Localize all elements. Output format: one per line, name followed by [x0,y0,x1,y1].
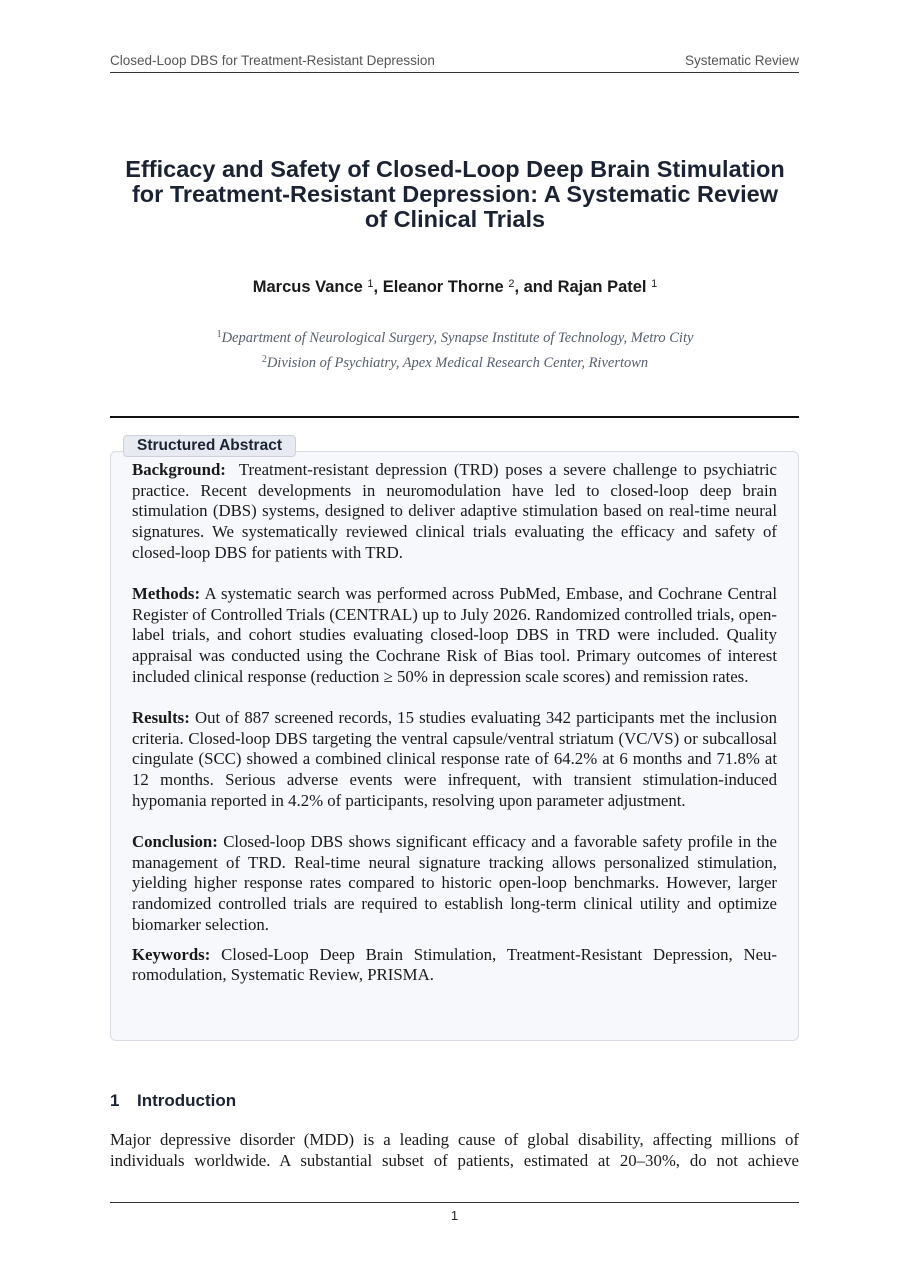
paper-title-line-2: for Treatment-Resistant Depression: A Systematic Review [131,181,779,207]
abstract-conclusion [132,832,777,936]
abstract-methods-label: Methods: [132,584,201,604]
affiliation-mark: 1 [216,329,222,340]
paper-title-line-3: of Clinical Trials [364,206,546,232]
running-header-title: Closed-Loop DBS for Treatment-Resistant Depression [110,53,435,68]
abstract-background-text: Treatment-resistant depression (TRD) poses a severe challenge to psychiatric practice. Recent developments in neuromodulation have led to closed-loop deep brain stimulation (DBS) systems, designed to deliver adaptive stimulation based on real-time neural signatures. We systematically reviewed clinical trials evaluating the efficacy and safety of closed-loop DBS for patients with TRD. [132,460,777,562]
abstract-results [132,708,777,812]
abstract-methods-text: A systematic search was performed across PubMed, Embase, and Cochrane Central Register of Controlled Trials (CENTRAL) up to July 2026. Randomized controlled trials, open-label trials, and cohort studies evaluating closed-loop DBS in TRD were included. Quality appraisal was conducted using the Cochrane Risk of Bias tool. Primary outcomes of interest included clinical response (reduction ≥ 50% in depression scale scores) and remission rates. [132,584,777,686]
paper-title [95,157,815,232]
affiliation-list [110,324,800,374]
page-number: 1 [450,1208,459,1223]
author-name: Rajan Patel [557,278,647,296]
affiliation-mark: 2 [261,354,267,365]
running-header-type: Systematic Review [684,53,799,68]
affiliation-text: Division of Psychiatry, Apex Medical Research Center, Rivertown [266,355,649,371]
author-separator: , and [514,278,553,296]
section-title: Introduction [137,1091,237,1110]
abstract-keywords-label: Keywords: [132,944,211,964]
abstract-conclusion-text: Closed-loop DBS shows significant efficacy and a favorable safety profile in the management of TRD. Real-time neural signature tracking allows personalized stimulation, yielding higher response rates compared to historic open-loop benchmarks. However, larger randomized controlled trials are required to establish long-term clinical utility and optimize biomarker selection. [132,832,777,934]
title-divider [110,416,799,418]
paper-title-line-1: Efficacy and Safety of Closed-Loop Deep Brain Stimulation [125,156,785,182]
author-name: Eleanor Thorne [382,278,504,296]
abstract-background-label: Background: [132,460,226,479]
running-header [110,52,799,73]
affiliation [110,324,800,349]
abstract-body [132,460,777,986]
section-number: 1 [110,1091,120,1110]
abstract-results-text: Out of 887 screened records, 15 studies evaluating 342 participants met the inclusion criteria. Closed-loop DBS targeting the ventral capsule/ventral striatum (VC/VS) or subcallosal cingulate (SCC) showed a combined clinical response rate of 64.2% at 6 months and 71.8% at 12 months. Serious adverse events were infrequent, with transient stimulation-induced hypomania reported in 4.2% of participants, resolving upon parameter adjustment. [132,708,777,810]
abstract-background [132,460,777,564]
abstract-results-label: Results: [132,708,190,728]
introduction-paragraph: Major depressive disorder (MDD) is a leading cause of global disability, affecting millions of individuals worldwide. A substantial subset of patients, estimated at 20–30%, do not achieve [110,1130,799,1170]
author-separator: , [373,278,379,296]
abstract-keywords [132,945,777,986]
author-affiliation-mark: 1 [367,278,374,290]
author-affiliation-mark: 1 [651,278,658,290]
author-name: Marcus Vance [252,278,363,296]
affiliation [110,349,800,374]
author-affiliation-mark: 2 [508,278,515,290]
section-heading-introduction [110,1091,236,1111]
abstract-heading: Structured Abstract [123,435,296,457]
abstract-conclusion-label: Conclusion: [132,832,218,852]
abstract-methods [132,584,777,688]
abstract-keywords-text: Closed-Loop Deep Brain Stimulation, Treatment-Resistant Depression, Neuromodulation, Systematic Review, PRISMA. [132,944,777,985]
author-list [110,278,800,297]
footer-divider [110,1202,799,1203]
affiliation-text: Department of Neurological Surgery, Synapse Institute of Technology, Metro City [221,330,694,346]
